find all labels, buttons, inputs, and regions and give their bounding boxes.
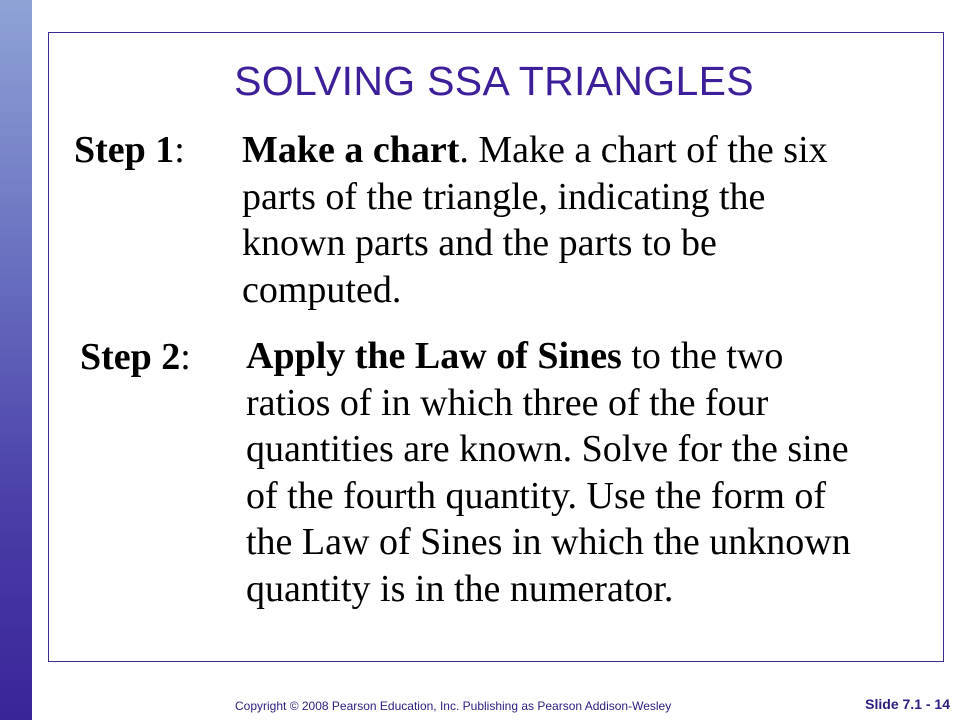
- step-2-text: [246, 333, 866, 613]
- step-1-label-bold: Step 1: [74, 129, 175, 171]
- step-2-label: [80, 337, 191, 377]
- step-2-body: to the two ratios of in which three of the four quantities are known. Solve for the sine of the fourth quantity. Use the form of the Law of Sines in which the unknown quantity is in the numerator.: [246, 335, 851, 610]
- step-1-body: . Make a chart of the six parts of the triangle, indicating the known parts and the parts to be computed.: [242, 129, 828, 311]
- step-2-label-bold: Step 2: [80, 336, 181, 378]
- step-1-label-colon: :: [174, 129, 185, 171]
- slide-title: SOLVING SSA TRIANGLES: [234, 58, 754, 104]
- step-2-label-colon: :: [180, 336, 191, 378]
- decorative-side-bar: [0, 0, 32, 720]
- step-1-label: [74, 130, 185, 170]
- copyright-notice: Copyright © 2008 Pearson Education, Inc. Publishing as Pearson Addison-Wesley: [235, 699, 672, 713]
- slide-number: Slide 7.1 - 14: [865, 696, 950, 712]
- step-1-heading: Make a chart: [242, 129, 460, 171]
- step-1-text: [242, 127, 862, 313]
- step-2-heading: Apply the Law of Sines: [246, 335, 622, 377]
